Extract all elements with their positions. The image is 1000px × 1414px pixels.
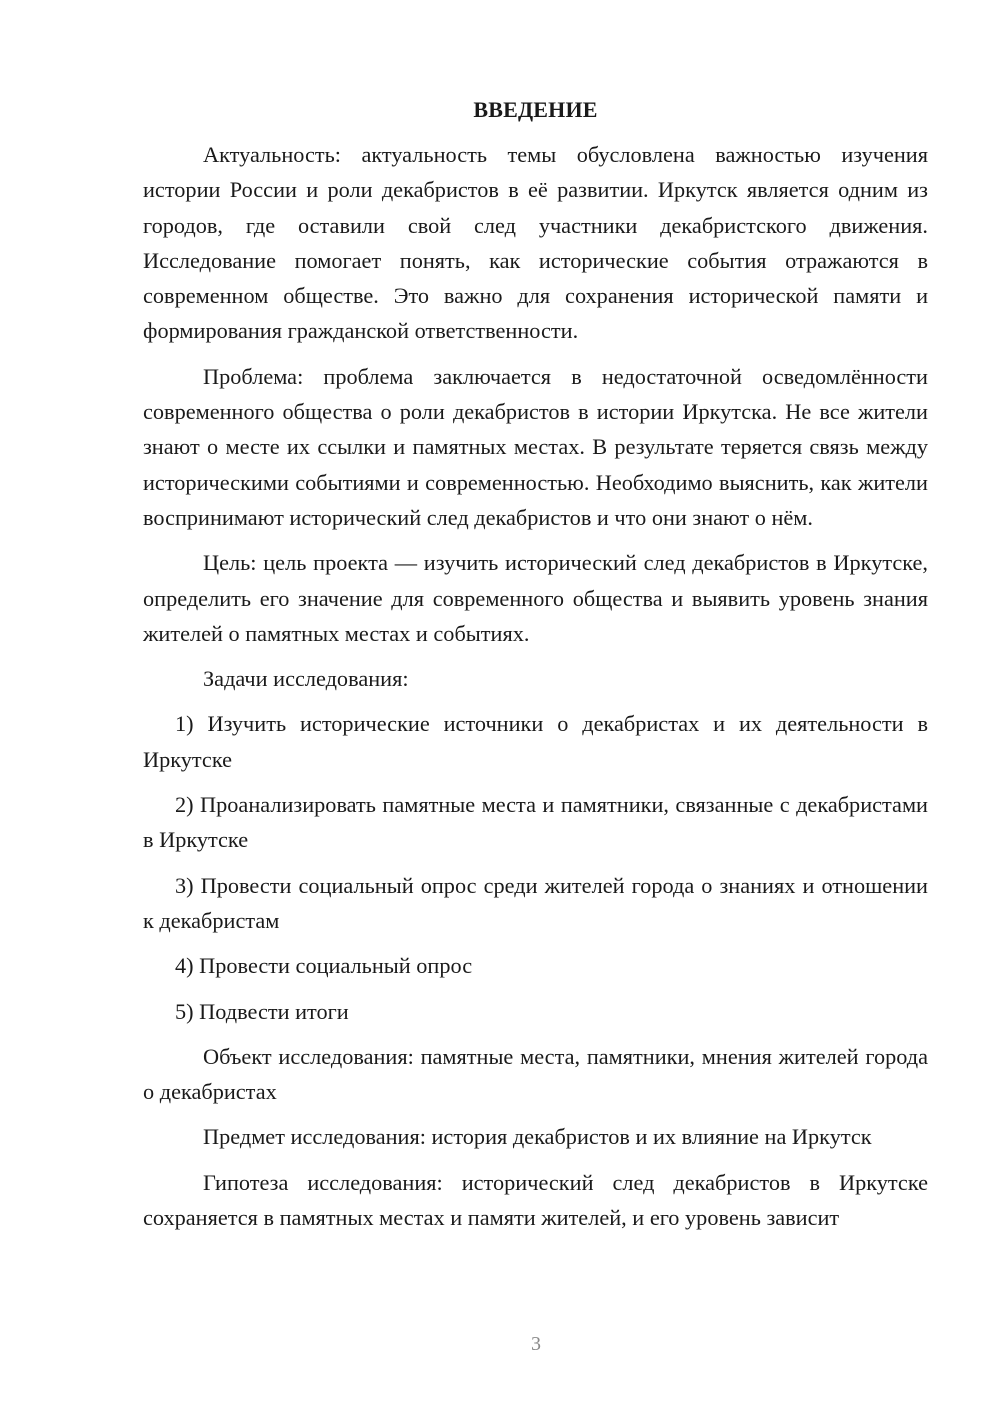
- relevance-paragraph: Актуальность: актуальность темы обусловлена важностью изучения истории России и роли декабристов в её развитии. Иркутск является одним из городов, где оставили свой след участники декабристского движения. Исследование помогает понять, как исторические события отражаются в современном обществе. Это важно для сохранения исторической памяти и формирования гражданской ответственности.: [143, 142, 928, 344]
- task-item-2: 2) Проанализировать памятные места и памятники, связанные с декабристами в Иркутске: [143, 792, 928, 853]
- section-heading: ВВЕДЕНИЕ: [473, 97, 598, 122]
- document-page: [143, 92, 928, 1235]
- page-number: 3: [531, 1333, 541, 1355]
- hypothesis-paragraph: Гипотеза исследования: исторический след декабристов в Иркутске сохраняется в памятных местах и памяти жителей, и его уровень зависит: [143, 1169, 928, 1231]
- subject-paragraph: Предмет исследования: история декабристов и их влияние на Иркутск: [203, 1124, 872, 1150]
- task-item-5: 5) Подвести итоги: [175, 998, 349, 1024]
- object-paragraph: Объект исследования: памятные места, памятники, мнения жителей города о декабристах: [143, 1043, 928, 1105]
- task-item-3: 3) Провести социальный опрос среди жителей города о знаниях и отношении к декабристам: [143, 872, 928, 933]
- problem-paragraph: Проблема: проблема заключается в недостаточной осведомлённости современного общества о роли декабристов в истории Иркутска. Не все жители знают о месте их ссылки и памятных местах. В результате теряется связь между историческими событиями и современностью. Необходимо выяснить, как жители воспринимают исторический след декабристов и что они знают о нём.: [143, 363, 928, 530]
- task-item-4: 4) Провести социальный опрос: [175, 953, 473, 979]
- goal-paragraph: Цель: цель проекта — изучить исторический след декабристов в Иркутске, определить его значение для современного общества и выявить уровень знания жителей о памятных местах и событиях.: [143, 550, 928, 646]
- task-item-1: 1) Изучить исторические источники о декабристах и их деятельности в Иркутске: [143, 711, 928, 772]
- tasks-label: Задачи исследования:: [203, 666, 409, 692]
